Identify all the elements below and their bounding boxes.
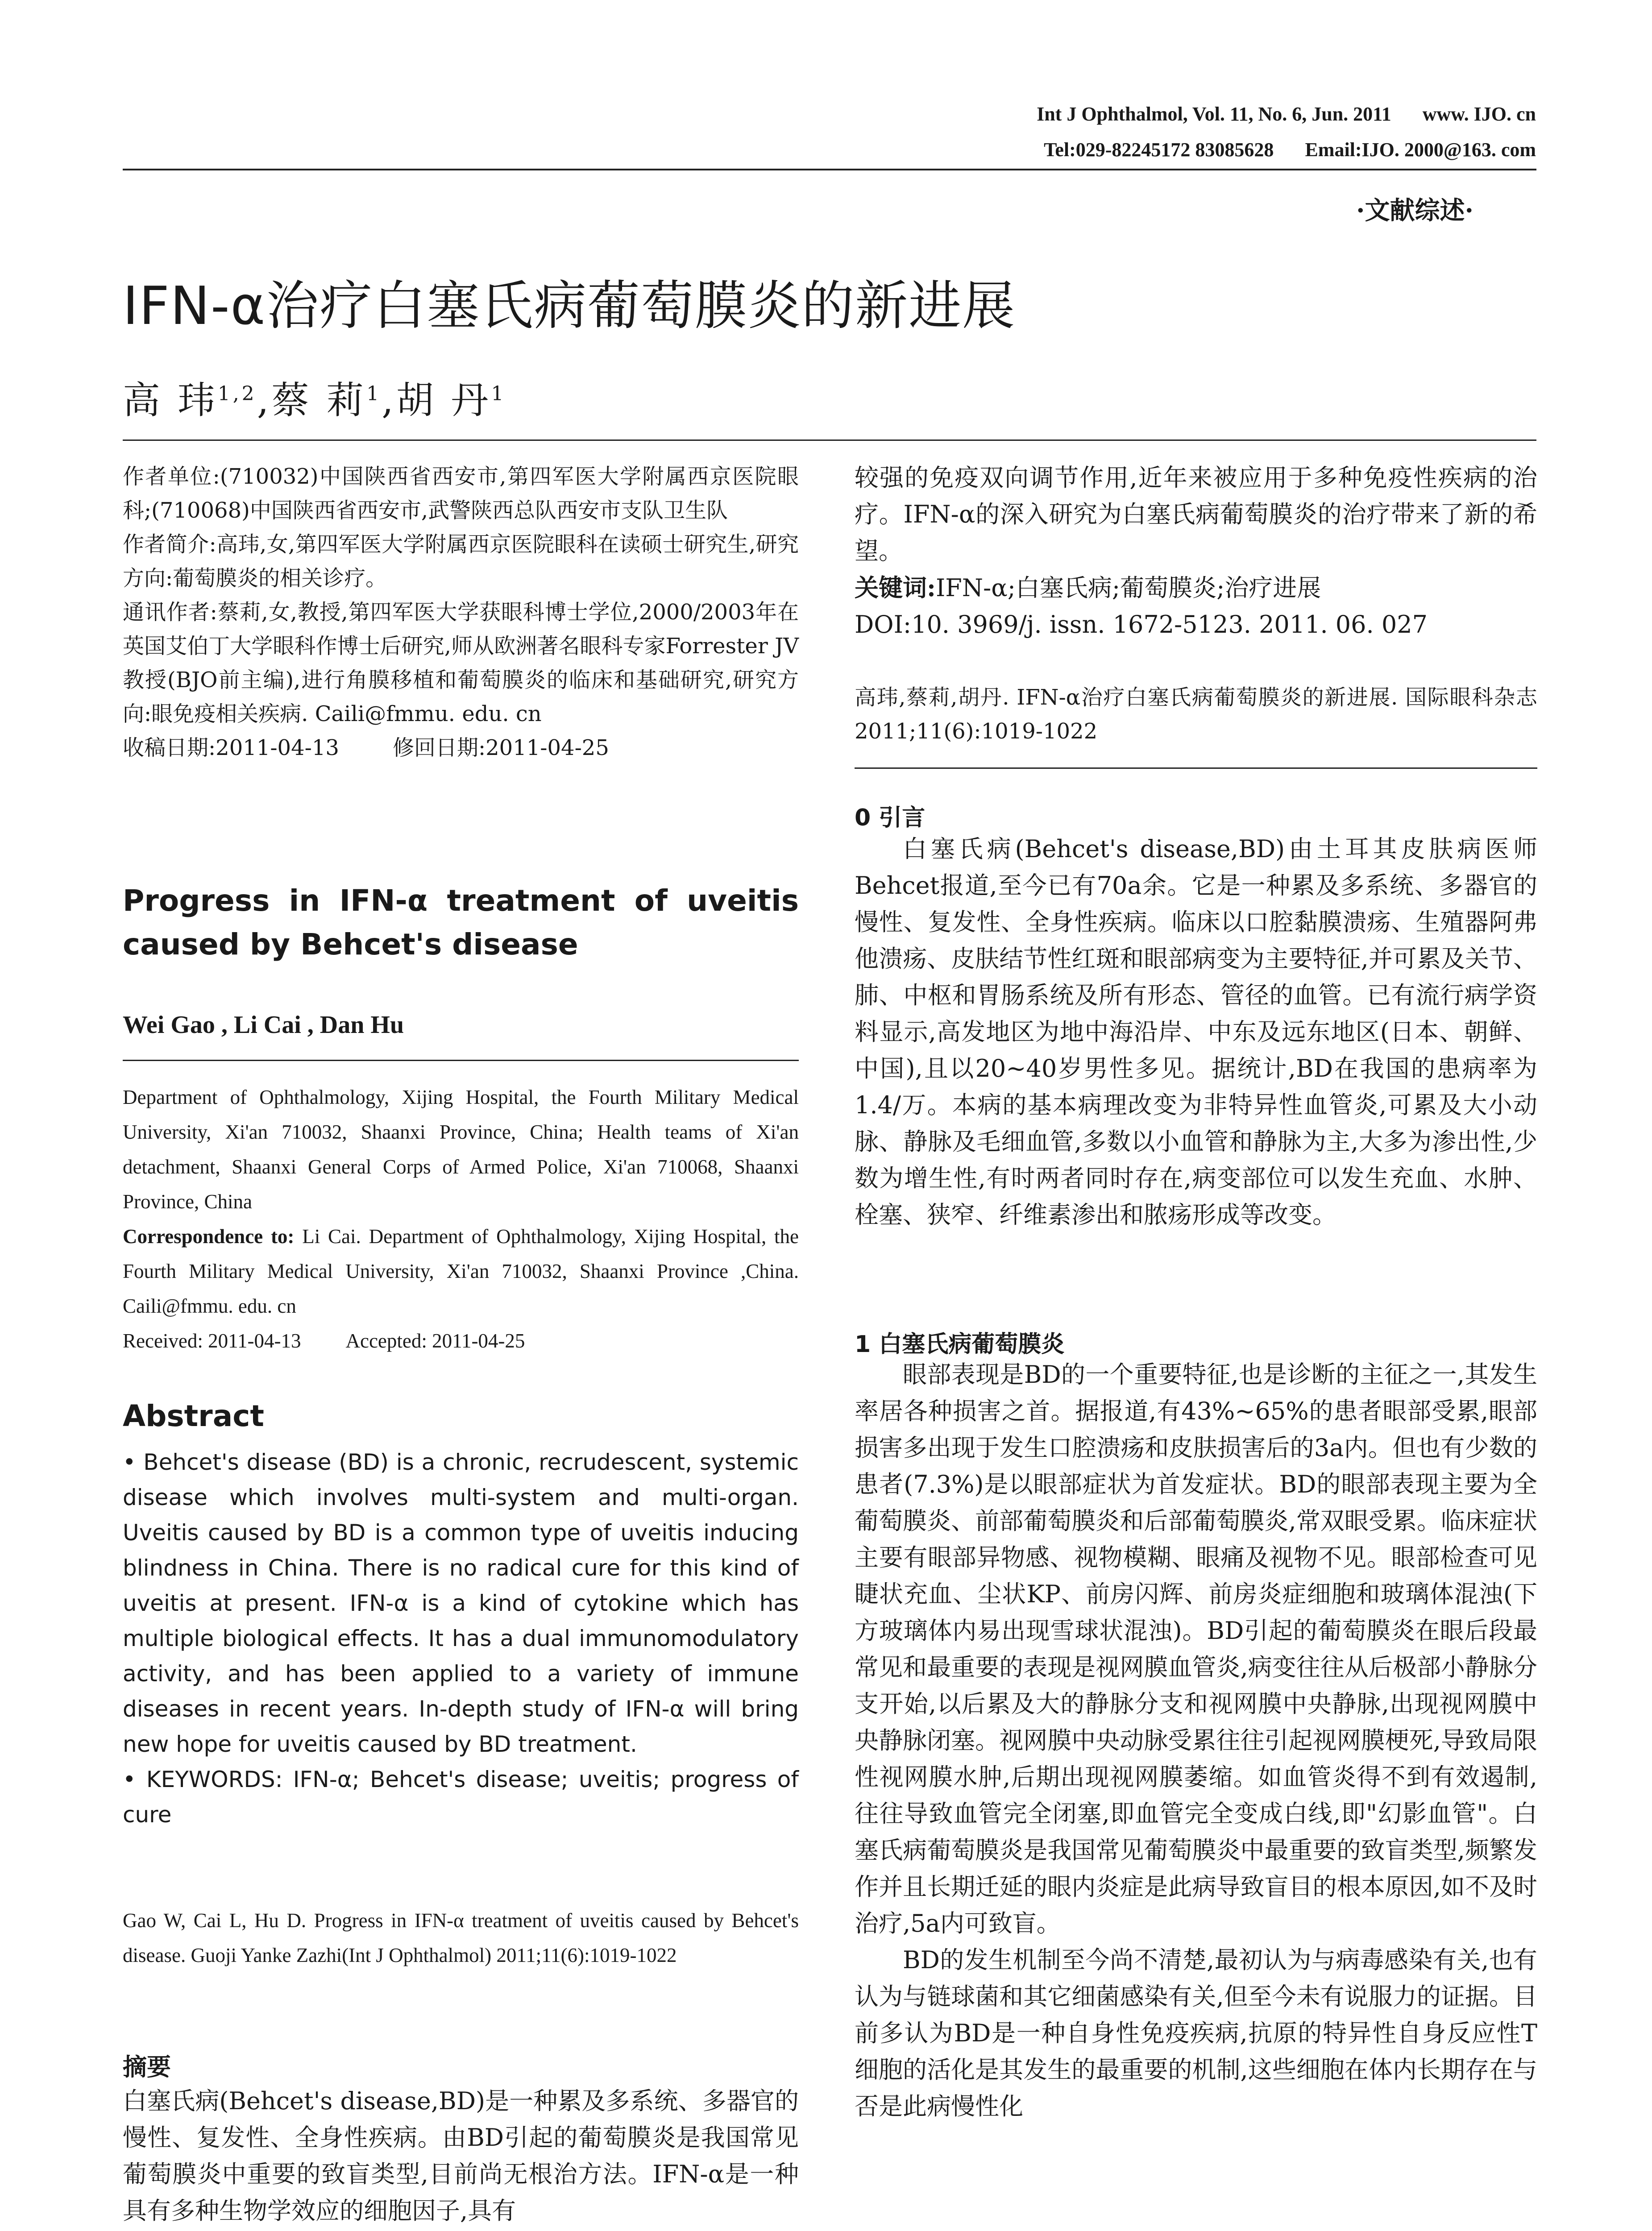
cn-abstract-right-block <box>855 460 1537 643</box>
bio-text: 高玮,女,第四军医大学附属西京医院眼科在读硕士研究生,研究方向:葡萄膜炎的相关诊疗。 <box>123 532 799 591</box>
cn-author-info <box>123 460 799 765</box>
cn-citation: 高玮,蔡莉,胡丹. IFN-α治疗白塞氏病葡萄膜炎的新进展. 国际眼科杂志 2011;11(6):1019-1022 <box>855 685 1537 744</box>
cn-abstract-heading: 摘要 <box>123 2053 171 2081</box>
en-received: Received: 2011-04-13 <box>123 1330 301 1352</box>
cn-citation-rule <box>855 767 1537 769</box>
author-name: 高 玮 <box>123 378 218 422</box>
section-1-body <box>855 1356 1537 2125</box>
english-affiliation-block <box>123 1080 799 1358</box>
corr-label: 通讯作者: <box>123 600 217 625</box>
author-separator: , <box>382 378 396 422</box>
en-corr-label: Correspondence to: <box>123 1225 295 1248</box>
section-1-paragraph: BD的发生机制至今尚不清楚,最初认为与病毒感染有关,也有认为与链球菌和其它细菌感染有关,但至今未有说服力的证据。目前多认为BD是一种自身性免疫疾病,抗原的特异性自身反应性T细胞的活化是其发生的最重要的机制,这些细胞在体内长期存在与否是此病慢性化 <box>855 1946 1537 2120</box>
english-authors: Wei Gao , Li Cai , Dan Hu <box>123 1011 404 1039</box>
author-list <box>123 370 506 424</box>
doi: DOI:10. 3969/j. issn. 1672-5123. 2011. 06. 027 <box>855 610 1428 639</box>
author-affil: 1 <box>366 382 382 405</box>
journal-tel: Tel:029-82245172 83085628 <box>1044 139 1274 161</box>
author-affil: 1 <box>491 382 506 405</box>
abstract-text: • Behcet's disease (BD) is a chronic, recrudescent, systemic disease which involves multi-system and multi-organ. Uveitis caused by BD is a common type of uveitis inducing blindness in China. There is no radical cure for this kind of uveitis at present. IFN-α is a kind of cytokine which has multiple biological effects. It has a dual immunomodulatory activity, and has been applied to a variety of immune diseases in recent years. In-depth study of IFN-α will bring new hope for uveitis caused by BD treatment. <box>123 1449 799 1757</box>
revised-date: 修回日期:2011-04-25 <box>392 735 609 760</box>
journal-header-line2 <box>1044 138 1536 161</box>
english-affiliation: Department of Ophthalmology, Xijing Hospital, the Fourth Military Medical University, Xi'an 710032, Shaanxi Province, China; Health teams of Xi'an detachment, Shaanxi General Corps of Armed Police, Xi'an 710068, Shaanxi Province, China <box>123 1086 799 1213</box>
en-authors-rule <box>123 1060 799 1061</box>
journal-website: www. IJO. cn <box>1422 103 1536 125</box>
author-name: 胡 丹 <box>396 378 491 422</box>
section-0-body: 白塞氏病(Behcet's disease,BD)由土耳其皮肤病医师Behcet报道,至今已有70a余。它是一种累及多系统、多器官的慢性、复发性、全身性疾病。临床以口腔黏膜溃疡、生殖器阿弗他溃疡、皮肤结节性红斑和眼部病变为主要特征,并可累及关节、肺、中枢和胃肠系统及所有形态、管径的血管。已有流行病学资料显示,高发地区为地中海沿岸、中东及远东地区(日本、朝鲜、中国),且以20~40岁男性多见。据统计,BD在我国的患病率为1.4/万。本病的基本病理改变为非特异性血管炎,可累及大小动脉、静脉及毛细血管,多数以小血管和静脉为主,大多为渗出性,少数为增生性,有时两者同时存在,病变部位可以发生充血、水肿、栓塞、狭窄、纤维素渗出和脓疡形成等改变。 <box>855 835 1537 1229</box>
english-title: Progress in IFN-α treatment of uveitis caused by Behcet's disease <box>123 883 799 962</box>
abstract-heading: Abstract <box>123 1399 264 1433</box>
header-rule <box>123 169 1536 170</box>
en-corr-text: Li Cai. Department of Ophthalmology, Xijing Hospital, the Fourth Military Medical University, Xi'an 710032, Shaanxi Province ,China. Caili@fmmu. edu. cn <box>123 1225 799 1317</box>
cn-abstract-right: 较强的免疫双向调节作用,近年来被应用于多种免疫性疾病的治疗。IFN-α的深入研究为白塞氏病葡萄膜炎的治疗带来了新的希望。 <box>855 464 1537 565</box>
keywords-en: • KEYWORDS: IFN-α; Behcet's disease; uveitis; progress of cure <box>123 1767 799 1828</box>
author-separator: , <box>257 378 272 422</box>
author-name: 蔡 莉 <box>271 378 367 422</box>
corr-text: 蔡莉,女,教授,第四军医大学获眼科博士学位,2000/2003年在英国艾伯丁大学眼科作博士后研究,师从欧洲著名眼科专家Forrester JV教授(BJO前主编),进行角膜移植和葡萄膜炎的临床和基础研究,研究方向:眼免疫相关疾病. Caili@fmmu. edu. cn <box>123 600 799 726</box>
en-accepted: Accepted: 2011-04-25 <box>345 1330 525 1352</box>
keywords-cn-label: 关键词: <box>855 573 936 602</box>
author-affil: 1,2 <box>217 382 257 405</box>
bio-label: 作者简介: <box>123 532 216 557</box>
affil-label: 作者单位: <box>123 464 220 489</box>
affil-text: (710032)中国陕西省西安市,第四军医大学附属西京医院眼科;(710068)中国陕西省西安市,武警陕西总队西安市支队卫生队 <box>123 464 799 523</box>
english-citation: Gao W, Cai L, Hu D. Progress in IFN-α treatment of uveitis caused by Behcet's disease. Guoji Yanke Zazhi(Int J Ophthalmol) 2011;11(6):1019-1022 <box>123 1909 799 1966</box>
paper-title: IFN-α治疗白塞氏病葡萄膜炎的新进展 <box>123 275 1016 336</box>
journal-header-line1 <box>1037 103 1536 125</box>
title-rule <box>123 440 1536 441</box>
journal-email: Email:IJO. 2000@163. com <box>1305 139 1536 161</box>
received-date: 收稿日期:2011-04-13 <box>123 735 339 760</box>
section-tag: ·文献综述· <box>1356 196 1474 225</box>
section-1-paragraph: 眼部表现是BD的一个重要特征,也是诊断的主征之一,其发生率居各种损害之首。据报道,有43%~65%的患者眼部受累,眼部损害多出现于发生口腔溃疡和皮肤损害后的3a内。但也有少数的患者(7.3%)是以眼部症状为首发症状。BD的眼部表现主要为全葡萄膜炎、前部葡萄膜炎和后部葡萄膜炎,常双眼受累。临床症状主要有眼部异物感、视物模糊、眼痛及视物不见。眼部检查可见睫状充血、尘状KP、前房闪辉、前房炎症细胞和玻璃体混浊(下方玻璃体内易出现雪球状混浊)。BD引起的葡萄膜炎在眼后段最常见和最重要的表现是视网膜血管炎,病变往往从后极部小静脉分支开始,以后累及大的静脉分支和视网膜中央静脉,出现视网膜中央静脉闭塞。视网膜中央动脉受累往往引起视网膜梗死,导致局限性视网膜水肿,后期出现视网膜萎缩。如血管炎得不到有效遏制,往往导致血管完全闭塞,即血管完全变成白线,即"幻影血管"。白塞氏病葡萄膜炎是我国常见葡萄膜炎中最重要的致盲类型,频繁发作并且长期迁延的眼内炎症是此病导致盲目的根本原因,如不及时治疗,5a内可致盲。 <box>855 1360 1537 1937</box>
abstract-block <box>123 1445 799 1833</box>
keywords-cn: IFN-α;白塞氏病;葡萄膜炎;治疗进展 <box>935 574 1321 602</box>
journal-citation: Int J Ophthalmol, Vol. 11, No. 6, Jun. 2011 <box>1037 103 1391 125</box>
section-0-heading: 0 引言 <box>855 804 926 831</box>
cn-abstract-left: 白塞氏病(Behcet's disease,BD)是一种累及多系统、多器官的慢性、复发性、全身性疾病。由BD引起的葡萄膜炎是我国常见葡萄膜炎中重要的致盲类型,目前尚无根治方法。IFN-α是一种具有多种生物学效应的细胞因子,具有 <box>123 2087 799 2225</box>
section-1-heading: 1 白塞氏病葡萄膜炎 <box>855 1331 1065 1358</box>
section-0-body-wrap <box>855 831 1537 1233</box>
